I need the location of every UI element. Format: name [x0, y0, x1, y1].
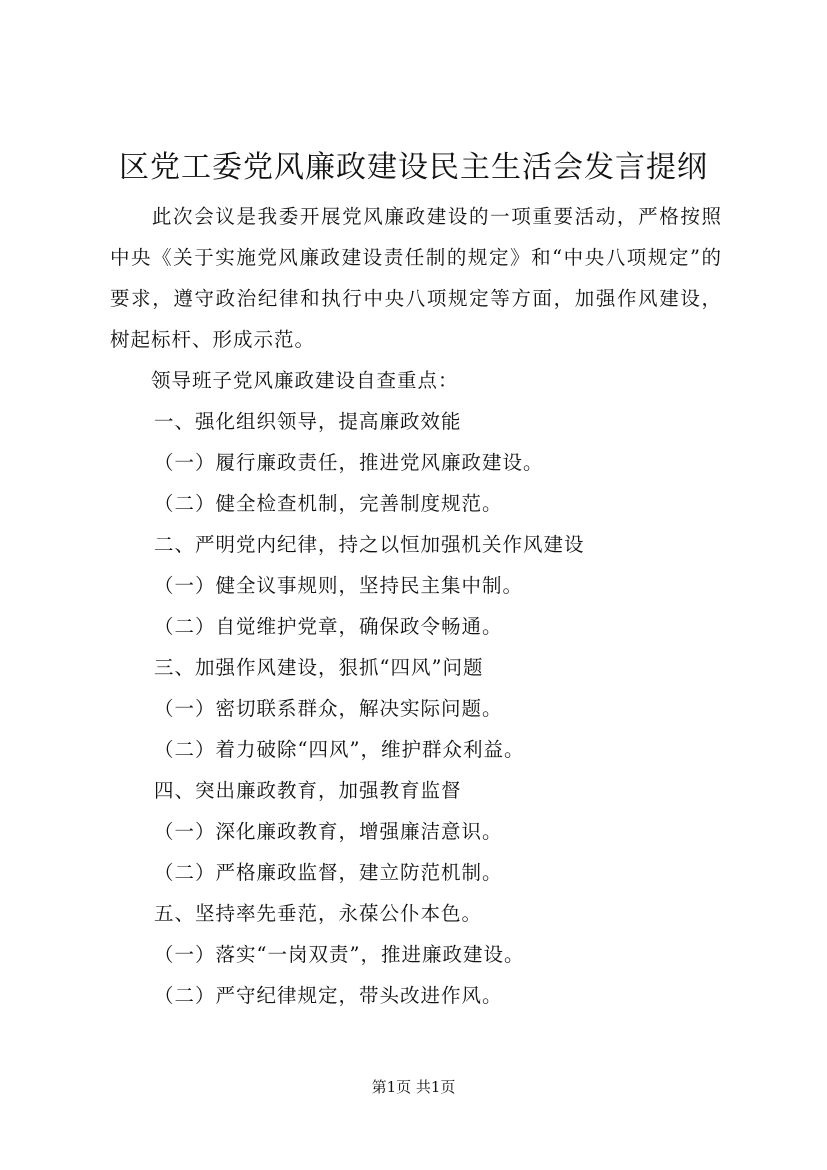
- section-item: （二）严守纪律规定，带头改进作风。: [154, 984, 503, 1007]
- lead-line: 领导班子党风廉政建设自查重点：: [151, 369, 459, 392]
- page-number: 第1页 共1页: [371, 1078, 456, 1096]
- section-item: （一）密切联系群众，解决实际问题。: [154, 697, 503, 720]
- section-heading: 二、严明党内纪律，持之以恒加强机关作风建设: [154, 533, 585, 556]
- section-item: （二）严格廉政监督，建立防范机制。: [154, 861, 503, 884]
- section-item: （二）自觉维护党章，确保政令畅通。: [154, 615, 503, 638]
- section-heading: 三、加强作风建设，狠抓“四风”问题: [154, 656, 484, 679]
- document-title: 区党工委党风廉政建设民主生活会发言提纲: [119, 150, 708, 185]
- section-item: （二）健全检查机制，完善制度规范。: [154, 492, 503, 515]
- intro-paragraph: 此次会议是我委开展党风廉政建设的一项重要活动，严格按照中央《关于实施党风廉政建设责任制的规定》和“中央八项规定”的要求，遵守政治纪律和执行中央八项规定等方面，加强作风建设，树起标杆、形成示范。: [110, 205, 722, 351]
- section-item: （一）健全议事规则，坚持民主集中制。: [154, 574, 524, 597]
- section-item: （一）履行廉政责任，推进党风廉政建设。: [154, 451, 544, 474]
- section-heading: 四、突出廉政教育，加强教育监督: [154, 779, 462, 802]
- section-item: （一）落实“一岗双责”，推进廉政建设。: [154, 943, 525, 966]
- section-heading: 五、坚持率先垂范，永葆公仆本色。: [154, 902, 483, 925]
- section-item: （二）着力破除“四风”，维护群众利益。: [154, 738, 525, 761]
- document-body: [110, 196, 722, 1016]
- section-heading: 一、强化组织领导，提高廉政效能: [154, 410, 462, 433]
- section-item: （一）深化廉政教育，增强廉洁意识。: [154, 820, 503, 843]
